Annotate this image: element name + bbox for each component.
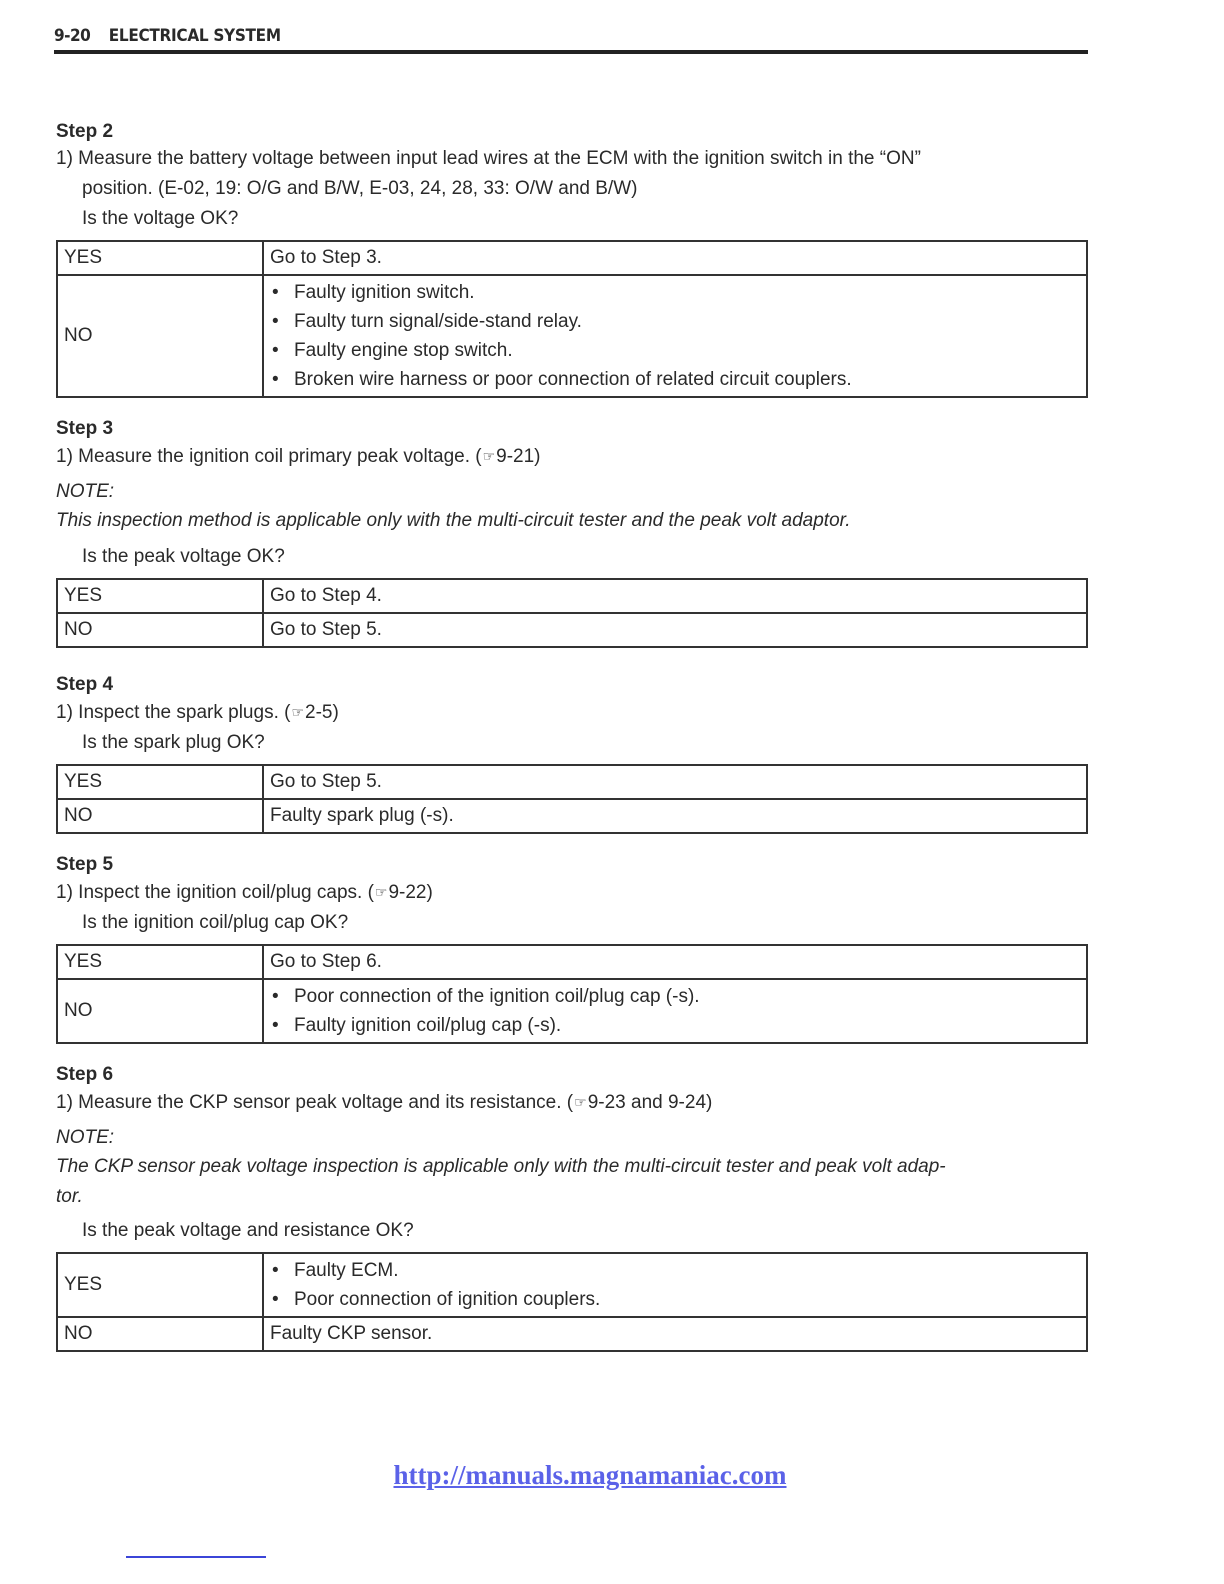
step-3 bbox=[56, 417, 1090, 648]
no-label: NO bbox=[57, 1317, 263, 1351]
step-title: Step 2 bbox=[56, 121, 114, 142]
no-label: NO bbox=[57, 799, 263, 833]
no-result bbox=[263, 979, 1087, 1043]
table-row bbox=[57, 799, 1087, 833]
footer-divider bbox=[126, 1556, 266, 1558]
yes-result: Go to Step 6. bbox=[263, 945, 1087, 979]
note-label: NOTE: bbox=[56, 1127, 115, 1148]
list-item: • Poor connection of the ignition coil/plug cap (-s). bbox=[270, 982, 1080, 1011]
no-result: Faulty spark plug (-s). bbox=[263, 799, 1087, 833]
step-question: Is the peak voltage and resistance OK? bbox=[82, 1220, 414, 1241]
step-5 bbox=[56, 853, 1090, 1044]
step-instruction: 1) Measure the battery voltage between input lead wires at the ECM with the ignition switch in the “ON” bbox=[56, 148, 921, 169]
list-item: • Faulty ECM. bbox=[270, 1256, 1080, 1285]
page-header bbox=[54, 26, 1088, 54]
list-item: • Broken wire harness or poor connection of related circuit couplers. bbox=[270, 365, 1080, 394]
result-table bbox=[56, 764, 1088, 834]
step-instruction-cont: position. (E-02, 19: O/G and B/W, E-03, 24, 28, 33: O/W and B/W) bbox=[82, 178, 638, 199]
footer-link[interactable]: http://manuals.magnamaniac.com bbox=[393, 1460, 787, 1490]
result-table bbox=[56, 1252, 1088, 1352]
list-item: • Faulty engine stop switch. bbox=[270, 336, 1080, 365]
table-row bbox=[57, 1317, 1087, 1351]
table-row bbox=[57, 945, 1087, 979]
no-result bbox=[263, 275, 1087, 397]
note-label: NOTE: bbox=[56, 481, 115, 502]
note-text: This inspection method is applicable only with the multi-circuit tester and the peak volt adaptor. bbox=[56, 510, 851, 531]
step-question: Is the ignition coil/plug cap OK? bbox=[82, 912, 349, 933]
list-item: • Faulty ignition coil/plug cap (-s). bbox=[270, 1011, 1080, 1040]
yes-label: YES bbox=[57, 945, 263, 979]
yes-label: YES bbox=[57, 765, 263, 799]
no-label: NO bbox=[57, 613, 263, 647]
step-instruction: 1) Measure the CKP sensor peak voltage and its resistance. (☞9-23 and 9-24) bbox=[56, 1087, 1090, 1118]
reference-hand-icon: ☞ bbox=[574, 1094, 587, 1110]
yes-result: Go to Step 3. bbox=[263, 241, 1087, 275]
table-row bbox=[57, 241, 1087, 275]
result-table bbox=[56, 578, 1088, 648]
section-title: ELECTRICAL SYSTEM bbox=[108, 26, 281, 46]
note-text-cont: tor. bbox=[56, 1186, 83, 1207]
step-2 bbox=[56, 120, 1090, 398]
yes-result bbox=[263, 1253, 1087, 1317]
reference-hand-icon: ☞ bbox=[482, 448, 496, 464]
step-instruction: 1) Inspect the spark plugs. (☞2-5) bbox=[56, 697, 1090, 728]
no-label: NO bbox=[57, 275, 263, 397]
table-row bbox=[57, 765, 1087, 799]
reference-hand-icon: ☞ bbox=[374, 884, 388, 900]
table-row bbox=[57, 579, 1087, 613]
table-row bbox=[57, 275, 1087, 397]
step-instruction: 1) Inspect the ignition coil/plug caps. (☞9-22) bbox=[56, 877, 1090, 908]
yes-result: Go to Step 4. bbox=[263, 579, 1087, 613]
yes-label: YES bbox=[57, 1253, 263, 1317]
result-table bbox=[56, 240, 1088, 398]
yes-label: YES bbox=[57, 579, 263, 613]
yes-result: Go to Step 5. bbox=[263, 765, 1087, 799]
step-instruction: 1) Measure the ignition coil primary peak voltage. (☞9-21) bbox=[56, 441, 1090, 472]
table-row bbox=[57, 979, 1087, 1043]
step-title: Step 5 bbox=[56, 854, 114, 875]
list-item: • Faulty ignition switch. bbox=[270, 278, 1080, 307]
no-result: Faulty CKP sensor. bbox=[263, 1317, 1087, 1351]
step-title: Step 4 bbox=[56, 674, 114, 695]
no-label: NO bbox=[57, 979, 263, 1043]
reference-hand-icon: ☞ bbox=[291, 704, 305, 720]
step-title: Step 3 bbox=[56, 418, 114, 439]
step-question: Is the peak voltage OK? bbox=[82, 546, 285, 567]
step-4 bbox=[56, 673, 1090, 834]
table-row bbox=[57, 613, 1087, 647]
step-title: Step 6 bbox=[56, 1064, 114, 1085]
list-item: • Poor connection of ignition couplers. bbox=[270, 1285, 1080, 1314]
list-item: • Faulty turn signal/side-stand relay. bbox=[270, 307, 1080, 336]
page-number: 9-20 bbox=[54, 26, 91, 46]
no-result: Go to Step 5. bbox=[263, 613, 1087, 647]
step-question: Is the voltage OK? bbox=[82, 208, 239, 229]
table-row bbox=[57, 1253, 1087, 1317]
step-question: Is the spark plug OK? bbox=[82, 732, 265, 753]
note-text: The CKP sensor peak voltage inspection is applicable only with the multi-circuit tester and peak volt adap- bbox=[56, 1156, 946, 1177]
yes-label: YES bbox=[57, 241, 263, 275]
step-6 bbox=[56, 1063, 1090, 1352]
result-table bbox=[56, 944, 1088, 1044]
